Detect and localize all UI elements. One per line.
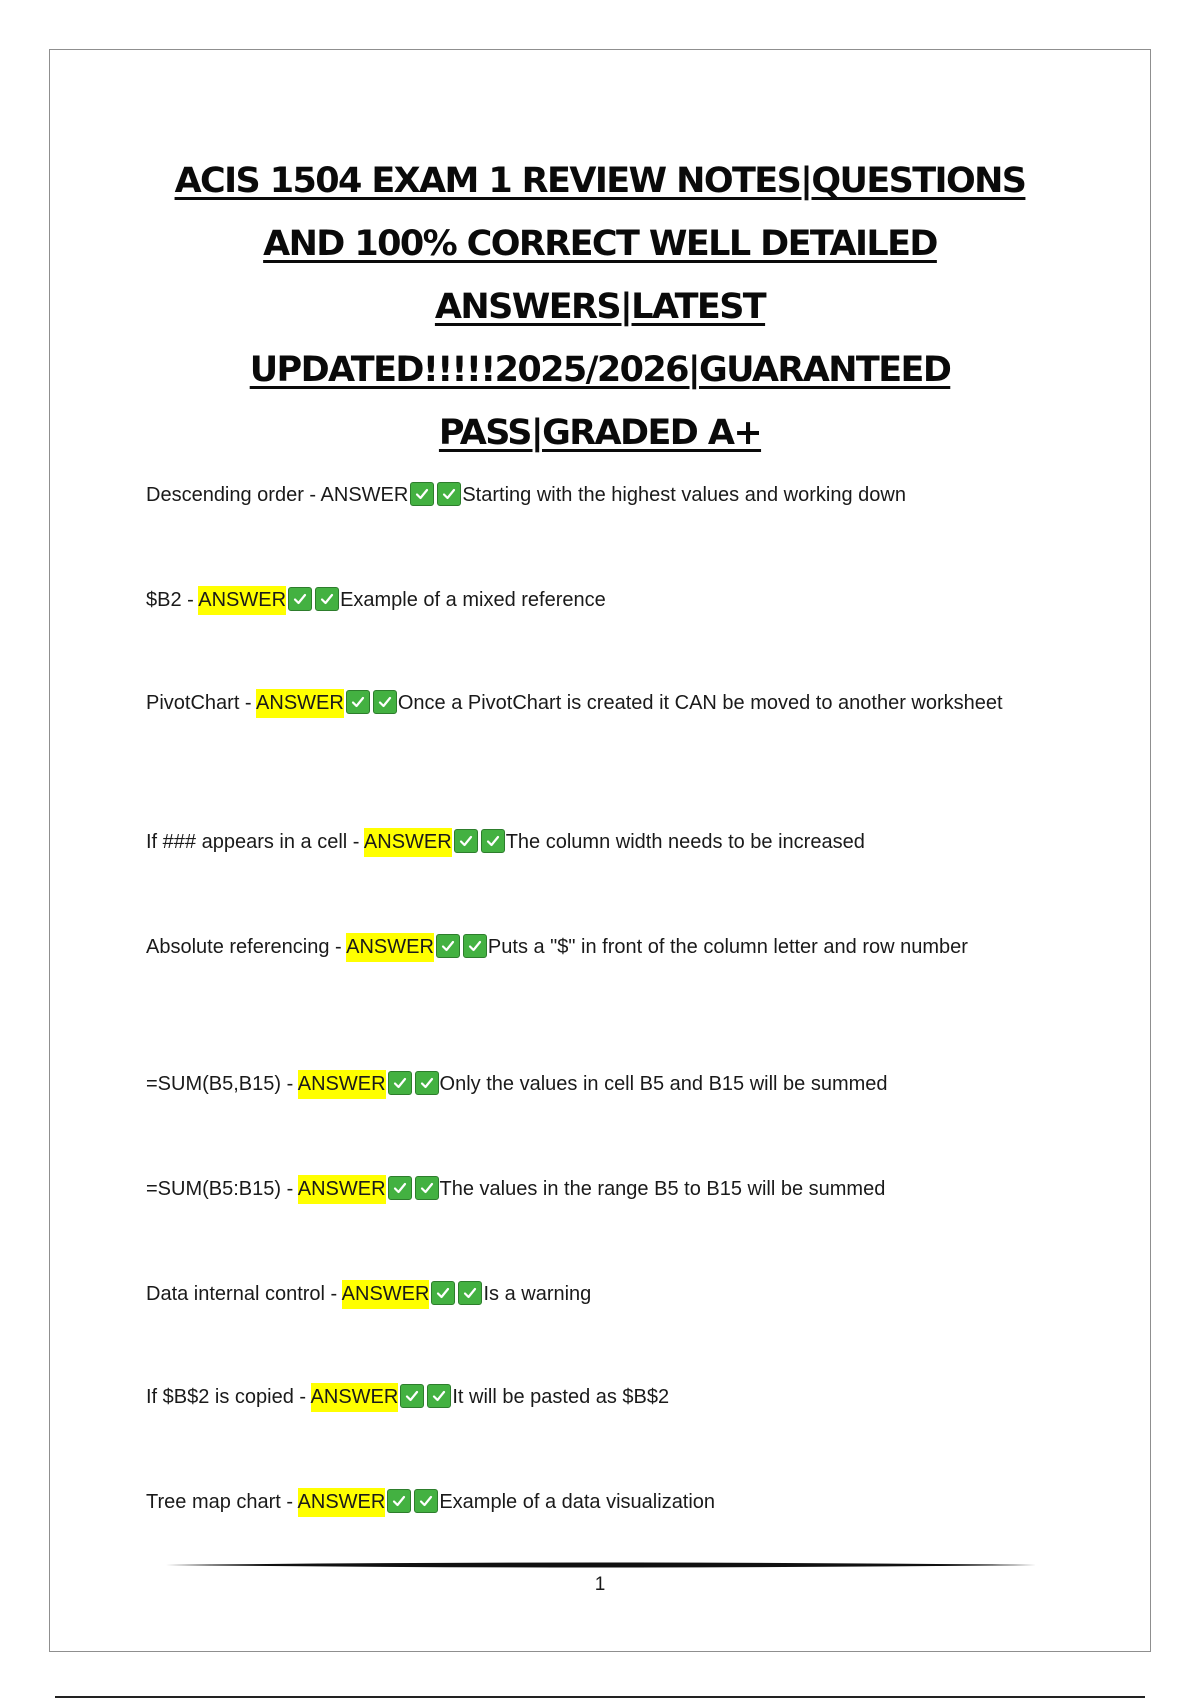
entry-term: Data internal control <box>146 1283 325 1305</box>
answer-keyword: ANSWER <box>311 1383 399 1412</box>
entry-answer: Is a warning <box>483 1283 592 1305</box>
green-checkmark-box-icon <box>315 587 339 611</box>
qa-entry <box>146 930 1046 965</box>
footer-rule <box>166 1562 1036 1568</box>
entry-separator: - <box>281 1073 298 1095</box>
title-line: ACIS 1504 EXAM 1 REVIEW NOTES|QUESTIONS <box>174 161 1026 201</box>
entry-answer: The column width needs to be increased <box>505 831 865 853</box>
entry-answer: Once a PivotChart is created it CAN be moved to another worksheet <box>397 692 1003 714</box>
green-checkmark-box-icon <box>388 1176 412 1200</box>
qa-entry <box>146 583 1046 618</box>
green-checkmark-box-icon <box>387 1489 411 1513</box>
entry-separator: - <box>324 1283 342 1305</box>
entry-answer: Only the values in cell B5 and B15 will be summed <box>439 1073 888 1095</box>
qa-entry <box>146 825 1046 860</box>
entry-term: Descending order <box>146 484 304 506</box>
entry-separator: - <box>293 1386 311 1408</box>
entry-answer: Puts a "$" in front of the column letter and row number <box>487 936 968 958</box>
entry-term: Tree map chart <box>146 1491 281 1513</box>
qa-entry <box>146 686 1046 721</box>
green-checkmark-box-icon <box>388 1071 412 1095</box>
entry-separator: - <box>280 1491 298 1513</box>
green-checkmark-box-icon <box>436 934 460 958</box>
green-checkmark-box-icon <box>414 1489 438 1513</box>
answer-keyword: ANSWER <box>298 1488 386 1517</box>
green-checkmark-box-icon <box>415 1176 439 1200</box>
green-checkmark-box-icon <box>454 829 478 853</box>
answer-keyword: ANSWER <box>256 689 344 718</box>
entry-separator: - <box>347 831 364 853</box>
entry-separator: - <box>239 692 257 714</box>
entry-answer: It will be pasted as $B$2 <box>452 1386 670 1408</box>
entry-term: If $B$2 is copied <box>146 1386 294 1408</box>
answer-keyword: ANSWER <box>320 484 409 506</box>
green-checkmark-box-icon <box>431 1281 455 1305</box>
entry-term: =SUM(B5,B15) <box>146 1073 282 1095</box>
answer-keyword: ANSWER <box>342 1280 430 1309</box>
green-checkmark-box-icon <box>437 482 461 506</box>
entry-answer: Example of a mixed reference <box>340 589 606 611</box>
green-checkmark-box-icon <box>288 587 312 611</box>
qa-entry <box>146 478 1046 513</box>
entry-term: If ### appears in a cell <box>146 831 348 853</box>
entry-answer: Starting with the highest values and working down <box>462 484 906 506</box>
entry-separator: - <box>329 936 347 958</box>
green-checkmark-box-icon <box>410 482 434 506</box>
answer-keyword: ANSWER <box>364 828 452 857</box>
title-line: AND 100% CORRECT WELL DETAILED <box>263 224 937 264</box>
green-checkmark-box-icon <box>458 1281 482 1305</box>
document-title <box>50 150 1150 465</box>
green-checkmark-box-icon <box>400 1384 424 1408</box>
bottom-rule <box>55 1696 1145 1698</box>
green-checkmark-box-icon <box>373 690 397 714</box>
title-line: PASS|GRADED A+ <box>438 413 762 453</box>
entry-separator: - <box>303 484 321 506</box>
green-checkmark-box-icon <box>427 1384 451 1408</box>
green-checkmark-box-icon <box>415 1071 439 1095</box>
qa-entry <box>146 1277 1046 1312</box>
answer-keyword: ANSWER <box>198 586 286 615</box>
entry-term: =SUM(B5:B15) <box>146 1178 282 1200</box>
entry-term: PivotChart <box>146 692 240 714</box>
qa-entry <box>146 1485 1046 1520</box>
page-number: 1 <box>594 1574 606 1595</box>
title-line: UPDATED!!!!!2025/2026|GUARANTEED <box>249 350 951 390</box>
title-line: ANSWERS|LATEST <box>434 287 766 327</box>
answer-keyword: ANSWER <box>298 1175 386 1204</box>
qa-entry <box>146 1067 1046 1102</box>
qa-entry <box>146 1380 1046 1415</box>
entry-separator: - <box>281 1178 298 1200</box>
entry-term: $B2 <box>146 589 182 611</box>
entry-answer: The values in the range B5 to B15 will be summed <box>439 1178 886 1200</box>
entry-term: Absolute referencing <box>146 936 330 958</box>
entry-answer: Example of a data visualization <box>439 1491 716 1513</box>
green-checkmark-box-icon <box>346 690 370 714</box>
green-checkmark-box-icon <box>481 829 505 853</box>
qa-entry <box>146 1172 1046 1207</box>
answer-keyword: ANSWER <box>298 1070 386 1099</box>
answer-keyword: ANSWER <box>346 933 434 962</box>
entry-separator: - <box>181 589 199 611</box>
green-checkmark-box-icon <box>463 934 487 958</box>
page-frame <box>49 49 1151 1652</box>
